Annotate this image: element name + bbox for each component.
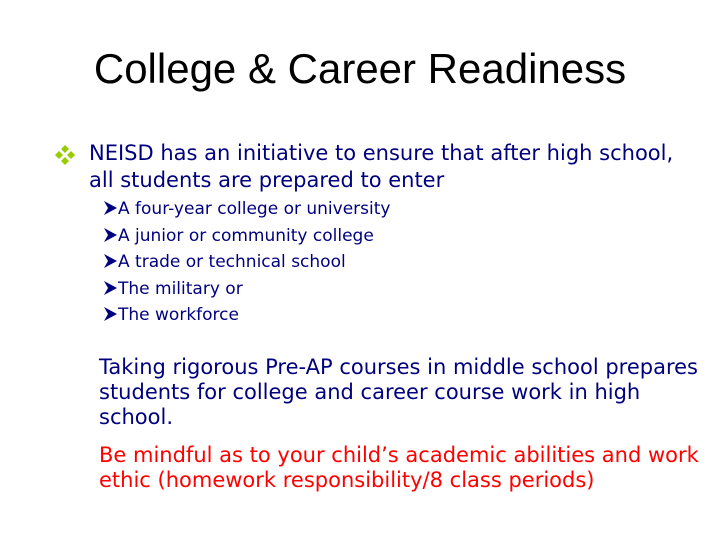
slide-title: College & Career Readiness: [93, 45, 627, 92]
sub-bullet-label: A junior or community college: [118, 225, 374, 246]
sub-bullet-item: [104, 249, 664, 276]
arrowhead-bullet-icon: [104, 201, 117, 215]
sub-bullet-item: [104, 196, 664, 223]
arrowhead-bullet-icon: [104, 254, 117, 268]
paragraph-mindful: Be mindful as to your child’s academic abilities and work ethic (homework responsibility/8 class periods): [99, 443, 699, 492]
sub-bullet-label: The military or: [118, 278, 243, 299]
sub-bullet-item: [104, 276, 664, 303]
main-bullet: [54, 140, 694, 194]
arrowhead-bullet-icon: [104, 307, 117, 321]
sub-bullet-item: [104, 302, 664, 329]
sub-bullet-item: [104, 223, 664, 250]
arrowhead-bullet-icon: [104, 281, 117, 295]
arrowhead-bullet-icon: [104, 228, 117, 242]
four-diamond-bullet-icon: [54, 144, 76, 166]
sub-bullet-label: A trade or technical school: [118, 252, 346, 272]
main-bullet-text: NEISD has an initiative to ensure that after high school, all students are prepared to enter: [89, 141, 674, 192]
sub-bullet-label: A four-year college or university: [118, 199, 391, 219]
sub-bullet-label: The workforce: [118, 305, 239, 325]
paragraph-pre-ap: Taking rigorous Pre-AP courses in middle school prepares students for college and career course work in high school.: [99, 355, 699, 429]
sub-bullet-list: [104, 196, 664, 329]
